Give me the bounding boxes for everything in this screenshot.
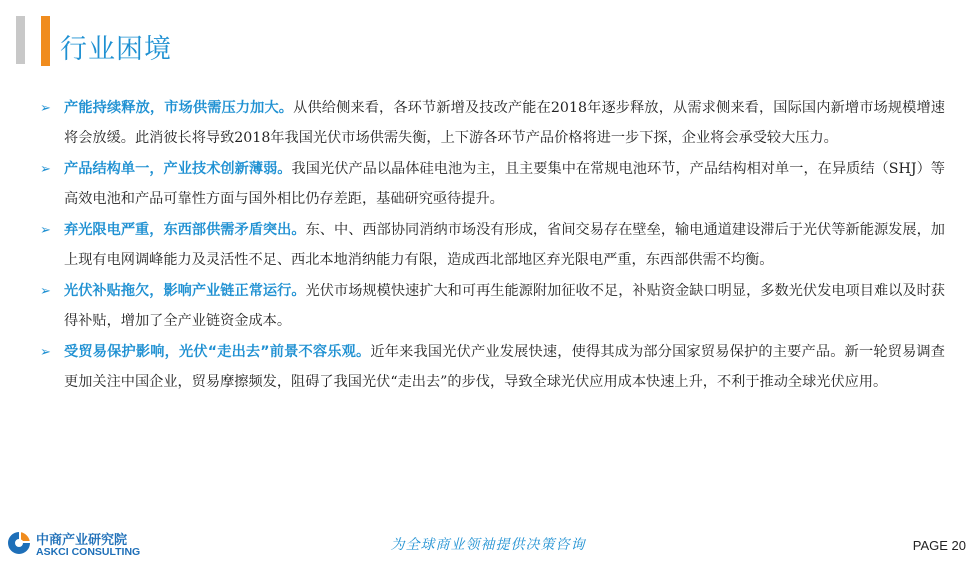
footer-slogan: 为全球商业领袖提供决策咨询 xyxy=(390,537,586,553)
title-accent-grey xyxy=(16,16,25,64)
bullet-item xyxy=(40,277,945,336)
arrow-bullet-icon: ➢ xyxy=(40,223,51,238)
bullet-text xyxy=(64,155,945,214)
page-number: PAGE 20 xyxy=(912,538,966,553)
bullet-text xyxy=(64,338,945,397)
bullet-body: 光伏市场规模快速扩大和可再生能源附加征收不足，补贴资金缺口明显，多数光伏发电项目难以及时获得补贴，增加了全产业链资金成本。 xyxy=(64,283,945,329)
bullet-text xyxy=(64,277,945,336)
bullet-item xyxy=(40,338,945,397)
title-accent-orange xyxy=(41,16,50,66)
bullet-text xyxy=(64,216,945,275)
bullet-body: 近年来我国光伏产业发展快速，使得其成为部分国家贸易保护的主要产品。新一轮贸易调查更加关注中国企业，贸易摩擦频发，阻碍了我国光伏“走出去”的步伐，导致全球光伏应用成本快速上升，不利于推动全球光伏应用。 xyxy=(64,344,945,390)
bullet-item xyxy=(40,216,945,275)
bullet-item xyxy=(40,94,945,153)
bullet-lead: 产品结构单一，产业技术创新薄弱。 xyxy=(64,161,292,177)
bullet-body: 东、中、西部协同消纳市场没有形成，省间交易存在壁垒，输电通道建设滞后于光伏等新能源发展，加上现有电网调峰能力及灵活性不足、西北本地消纳能力有限，造成西北部地区弃光限电严重，东西部供需不均衡。 xyxy=(64,222,945,268)
arrow-bullet-icon: ➢ xyxy=(40,101,51,116)
bullet-body: 从供给侧来看，各环节新增及技改产能在2018年逐步释放，从需求侧来看，国际国内新增市场规模增速将会放缓。此消彼长将导致2018年我国光伏市场供需失衡，上下游各环节产品价格将进一步下探，企业将会承受较大压力。 xyxy=(64,100,945,146)
logo-name-en: ASKCI CONSULTING xyxy=(36,546,141,558)
bullet-lead: 产能持续释放，市场供需压力加大。 xyxy=(64,100,294,116)
page-title: 行业困境 xyxy=(60,34,172,65)
bullet-lead: 光伏补贴拖欠，影响产业链正常运行。 xyxy=(64,283,306,299)
arrow-bullet-icon: ➢ xyxy=(40,162,51,177)
bullet-list xyxy=(40,94,945,399)
bullet-body: 我国光伏产品以晶体硅电池为主，且主要集中在常规电池环节，产品结构相对单一，在异质结（SHJ）等高效电池和产品可靠性方面与国外相比仍存差距，基础研究亟待提升。 xyxy=(64,161,945,207)
bullet-item xyxy=(40,155,945,214)
arrow-bullet-icon: ➢ xyxy=(40,345,51,360)
logo-name-cn: 中商产业研究院 xyxy=(36,533,128,548)
arrow-bullet-icon: ➢ xyxy=(40,284,51,299)
bullet-text xyxy=(64,94,945,153)
bullet-lead: 弃光限电严重，东西部供需矛盾突出。 xyxy=(64,222,306,238)
bullet-lead: 受贸易保护影响，光伏“走出去”前景不容乐观。 xyxy=(64,344,371,360)
